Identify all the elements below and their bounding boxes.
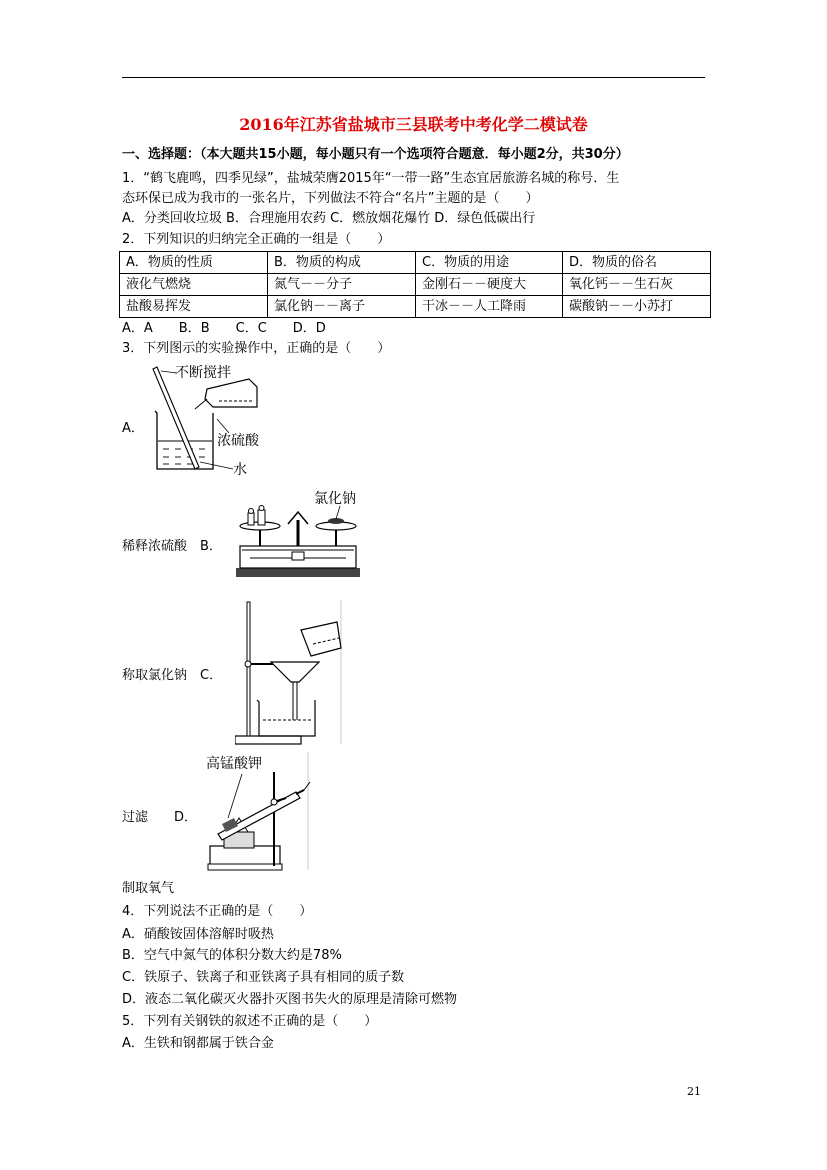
acid-bottle-shape	[205, 379, 257, 407]
q4-option-c: C．铁原子、铁离子和亚铁离子具有相同的质子数	[122, 970, 405, 985]
q1-line1: 1．“鹤飞鹿鸣，四季见绿”，盐城荣膺2015年“一带一路”生态宜居旅游名城的称号．生	[122, 171, 620, 186]
section-heading: 一、选择题：（本大题共15小题，每小题只有一个选项符合题意．每小题2分，共30分）	[122, 147, 629, 162]
q5-option-a: A．生铁和钢都属于铁合金	[122, 1036, 274, 1051]
header-rule	[122, 77, 705, 78]
table-cell: 液化气燃烧	[120, 274, 268, 296]
caption-d: 制取氧气	[122, 881, 175, 896]
page-number: 21	[687, 1085, 701, 1098]
table-row	[120, 296, 711, 318]
burner-base	[210, 846, 280, 866]
q2-stem: 2．下列知识的归纳完全正确的一组是（ ）	[122, 232, 391, 247]
caption-a-option-b: 稀释浓硫酸 B．	[122, 539, 222, 554]
q5-stem: 5．下列有关钢铁的叙述不正确的是（ ）	[122, 1014, 378, 1029]
q1-line2: 态环保已成为我市的一张名片，下列做法不符合“名片”主题的是（ ）	[122, 191, 539, 206]
page-title: 2016年江苏省盐城市三县联考中考化学二模试卷	[239, 115, 588, 134]
q3-stem: 3．下列图示的实验操作中，正确的是（ ）	[122, 341, 391, 356]
label-sodium-chloride: 氯化钠	[314, 491, 356, 507]
caption-b-option-c: 称取氯化钠 C．	[122, 668, 223, 683]
label-sulfuric-acid: 浓硫酸	[217, 433, 259, 449]
table-cell: 碳酸钠－－小苏打	[563, 296, 711, 318]
figure-dilution	[145, 361, 290, 479]
table-cell: 氯化钠－－离子	[268, 296, 416, 318]
q3-option-a: A．	[122, 421, 144, 436]
glass-rod-shape	[153, 367, 199, 469]
table-cell: 盐酸易挥发	[120, 296, 268, 318]
q4-stem: 4．下列说法不正确的是（ ）	[122, 904, 313, 919]
stand-base	[235, 736, 301, 744]
label-stirring: 不断搅拌	[175, 365, 231, 381]
label-water: 水	[233, 462, 247, 478]
q4-option-d: D．液态二氧化碳灭火器扑灭图书失火的原理是清除可燃物	[122, 992, 458, 1007]
label-potassium-permanganate: 高锰酸钾	[206, 756, 262, 772]
figure-balance	[236, 490, 362, 580]
balance-base	[236, 568, 360, 577]
q2-options: A．A B．B C．C D．D	[122, 321, 326, 336]
table-cell: A．物质的性质	[120, 252, 268, 274]
funnel-shape	[271, 662, 319, 682]
table-cell: 干冰－－人工降雨	[416, 296, 563, 318]
table-cell: 氮气－－分子	[268, 274, 416, 296]
table-cell: 氧化钙－－生石灰	[563, 274, 711, 296]
table-cell: D．物质的俗名	[563, 252, 711, 274]
table-cell: 金刚石－－硬度大	[416, 274, 563, 296]
table-cell: B．物质的构成	[268, 252, 416, 274]
caption-c-option-d: 过滤 D．	[122, 810, 198, 825]
q4-option-a: A．硝酸铵固体溶解时吸热	[122, 927, 274, 942]
table-row	[120, 274, 711, 296]
table-row	[120, 252, 711, 274]
q1-options: A．分类回收垃圾 B．合理施用农药 C．燃放烟花爆竹 D．绿色低碳出行	[122, 211, 536, 226]
figure-oxygen-prep	[204, 752, 312, 874]
q4-option-b: B．空气中氮气的体积分数大约是78%	[122, 948, 342, 963]
table-cell: C．物质的用途	[416, 252, 563, 274]
beaker-shape	[257, 700, 315, 736]
test-tube	[218, 792, 300, 840]
knowledge-table	[119, 251, 711, 318]
figure-filtration	[235, 600, 347, 746]
